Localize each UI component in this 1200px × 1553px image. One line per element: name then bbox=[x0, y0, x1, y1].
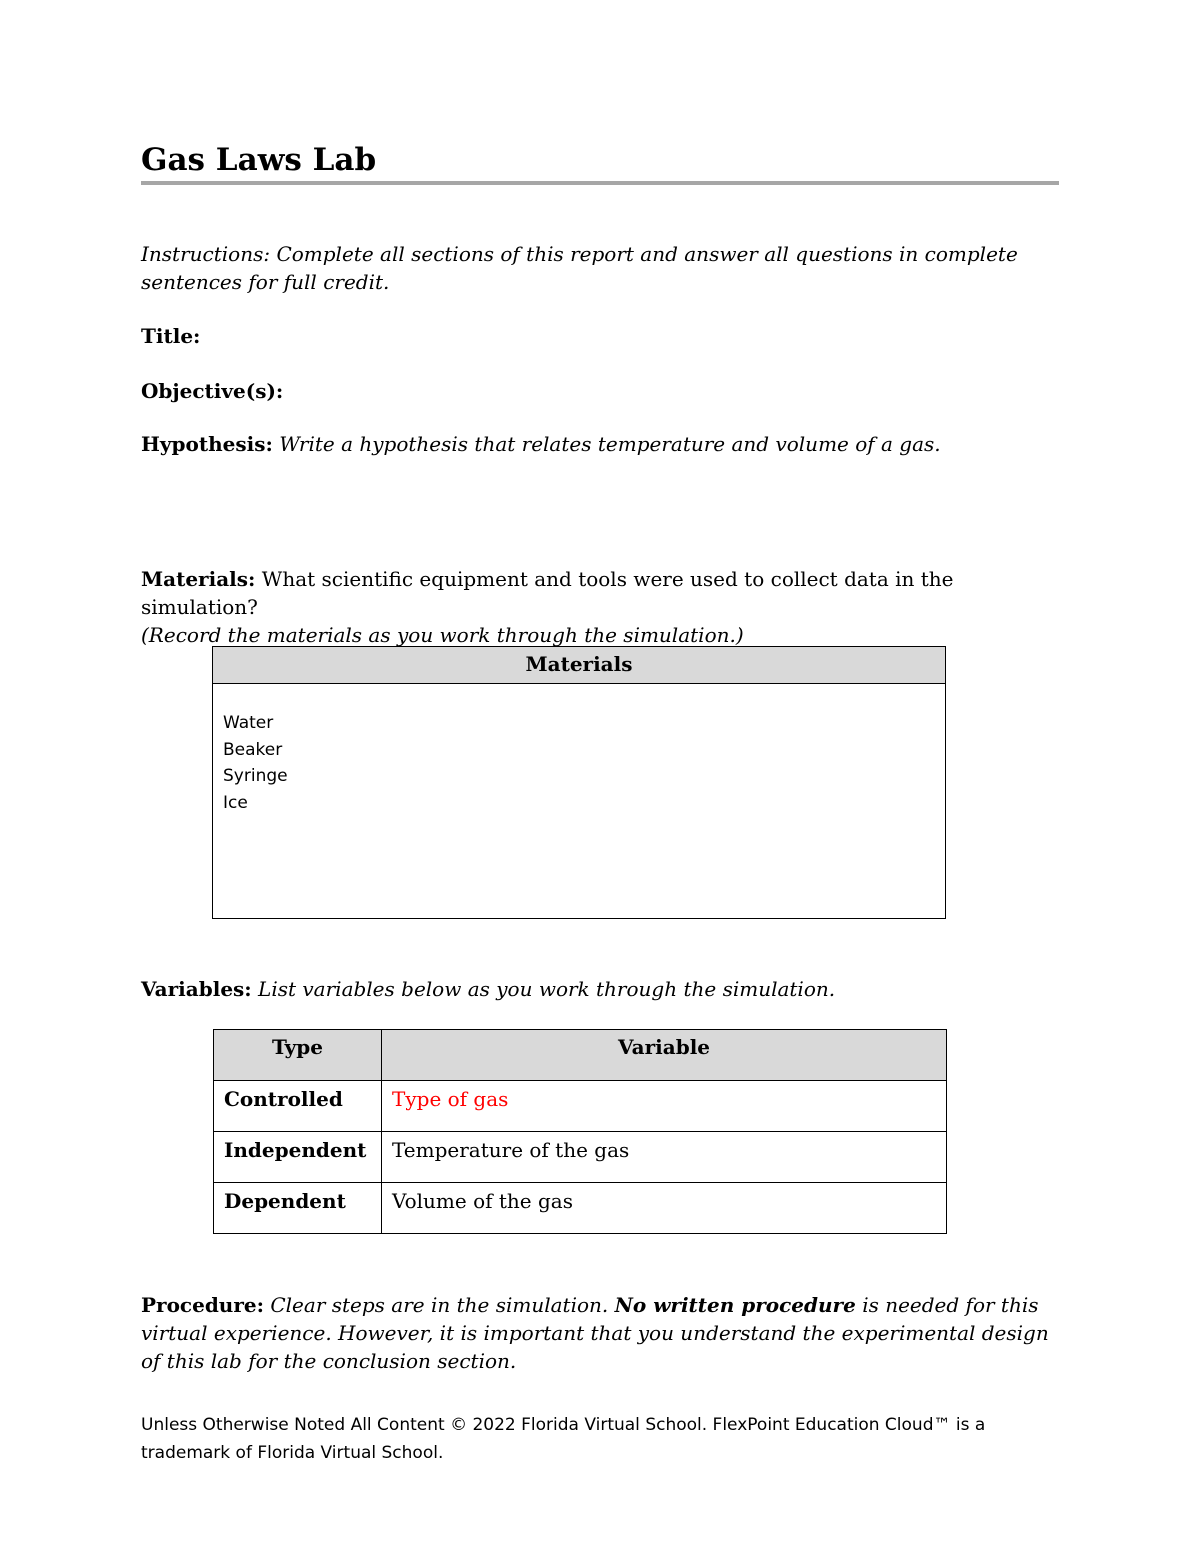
materials-note: (Record the materials as you work through the simulation.) bbox=[141, 623, 744, 647]
materials-item: Water bbox=[223, 713, 274, 733]
title-label: Title: bbox=[141, 324, 201, 348]
materials-item: Ice bbox=[223, 792, 248, 813]
title-underline-rule bbox=[141, 181, 1059, 185]
variables-label: Variables: bbox=[141, 977, 252, 1001]
copyright-footer: Unless Otherwise Noted All Content © 2022 Florida Virtual School. FlexPoint Education Cloud™ is a trademark of Florida Virtual School. bbox=[141, 1415, 986, 1463]
procedure-text-start: Clear steps are in the simulation. bbox=[270, 1293, 609, 1317]
variable-value-cell: Temperature of the gas bbox=[382, 1132, 947, 1183]
objective-label: Objective(s): bbox=[141, 379, 284, 403]
hypothesis-label: Hypothesis: bbox=[141, 432, 273, 456]
materials-item: Syringe bbox=[223, 766, 288, 786]
type-column-header: Type bbox=[214, 1030, 382, 1081]
variables-table-header-row bbox=[214, 1030, 947, 1081]
hypothesis-prompt: Write a hypothesis that relates temperature and volume of a gas. bbox=[279, 432, 941, 456]
materials-table-header: Materials bbox=[213, 647, 945, 684]
variables-table bbox=[213, 1029, 947, 1234]
variable-column-header: Variable bbox=[382, 1030, 947, 1081]
materials-question: What scientific equipment and tools were used to collect data in the simulation? bbox=[141, 567, 954, 619]
document-title: Gas Laws Lab bbox=[141, 142, 377, 178]
variable-value-cell: Type of gas bbox=[382, 1081, 947, 1132]
procedure-text-end: is needed for this virtual experience. However, it is important that you understand the experimental design of this lab for the conclusion section. bbox=[141, 1293, 1049, 1373]
hypothesis-line bbox=[141, 430, 1059, 458]
variables-prompt: List variables below as you work through the simulation. bbox=[258, 977, 836, 1001]
variables-line bbox=[141, 975, 1059, 1003]
materials-list bbox=[213, 684, 945, 816]
instructions-text: Instructions: Complete all sections of this report and answer all questions in complete sentences for full credit. bbox=[141, 242, 1018, 294]
materials-line bbox=[141, 565, 1059, 649]
materials-label: Materials: bbox=[141, 567, 256, 591]
materials-item: Beaker bbox=[223, 739, 283, 760]
variable-type-cell: Controlled bbox=[214, 1081, 382, 1132]
table-row bbox=[214, 1183, 947, 1234]
variable-type-cell: Independent bbox=[214, 1132, 382, 1183]
materials-table bbox=[212, 646, 946, 919]
table-row bbox=[214, 1081, 947, 1132]
procedure-label: Procedure: bbox=[141, 1293, 264, 1317]
procedure-emphasis: No written procedure bbox=[614, 1293, 856, 1317]
variable-type-cell: Dependent bbox=[214, 1183, 382, 1234]
variable-value-cell: Volume of the gas bbox=[382, 1183, 947, 1234]
procedure-paragraph bbox=[141, 1291, 1059, 1375]
table-row bbox=[214, 1132, 947, 1183]
